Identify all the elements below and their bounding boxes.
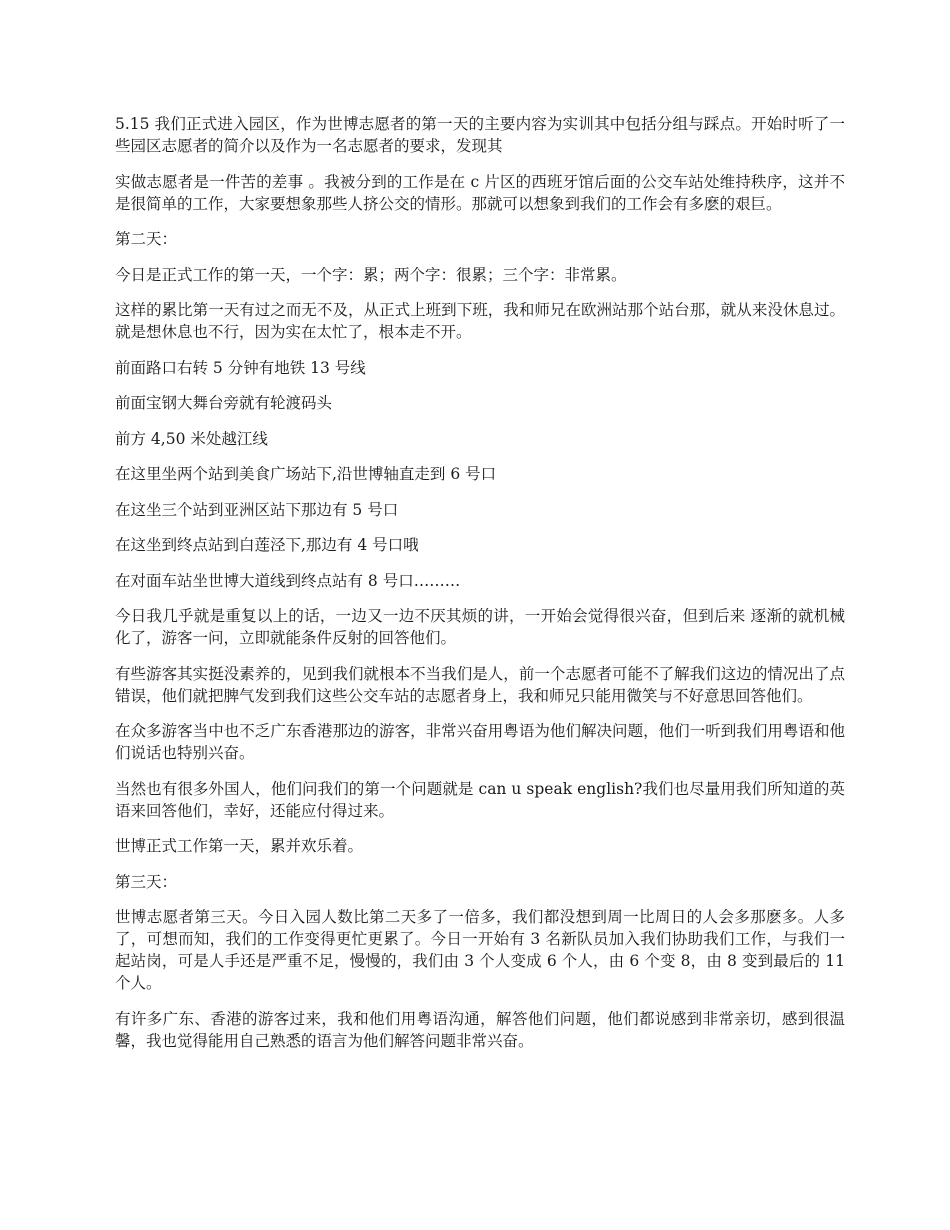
- direction-line: 在这里坐两个站到美食广场站下,沿世博轴直走到 6 号口: [115, 465, 497, 483]
- direction-line: 前面宝钢大舞台旁就有轮渡码头: [115, 394, 333, 412]
- paragraph-day2-busy: 这样的累比第一天有过之而无不及，从正式上班到下班，我和师兄在欧洲站那个站台那，就从来没休息过。就是想休息也不行，因为实在太忙了，根本走不开。: [115, 301, 845, 341]
- document-page: [115, 113, 845, 1065]
- paragraph-day3-cantonese: 有许多广东、香港的游客过来，我和他们用粤语沟通，解答他们问题，他们都说感到非常亲切，感到很温馨，我也觉得能用自己熟悉的语言为他们解答问题非常兴奋。: [115, 1009, 845, 1050]
- heading-day3: 第三天：: [115, 872, 178, 891]
- paragraph-day2-tired: 今日是正式工作的第一天，一个字：累；两个字：很累；三个字：非常累。: [115, 265, 627, 284]
- paragraph-day1-intro: 5.15 我们正式进入园区，作为世博志愿者的第一天的主要内容为实训其中包括分组与踩点。开始时听了一些园区志愿者的简介以及作为一名志愿者的要求，发现其: [115, 115, 845, 155]
- direction-line: 在这坐到终点站到白莲泾下,那边有 4 号口哦: [115, 536, 419, 554]
- paragraph-day2-cantonese: 在众多游客当中也不乏广东香港那边的游客，非常兴奋用粤语为他们解决问题，他们一听到我们用粤语和他们说话也特别兴奋。: [115, 722, 845, 762]
- direction-line: 在这坐三个站到亚洲区站下那边有 5 号口: [115, 500, 399, 519]
- paragraph-day2-foreigners: 当然也有很多外国人，他们问我们的第一个问题就是 can u speak english?我们也尽量用我们所知道的英语来回答他们，幸好，还能应付得过来。: [115, 779, 845, 820]
- direction-line: 前方 4,50 米处越江线: [115, 429, 268, 448]
- paragraph-day1-duty: 实做志愿者是一件苦的差事 。我被分到的工作是在 c 片区的西班牙馆后面的公交车站处维持秩序，这并不是很简单的工作，大家要想象那些人挤公交的情形。那就可以想象到我们的工作会有多麽的艰巨。: [115, 172, 845, 213]
- paragraph-day2-rude-visitors: 有些游客其实挺没素养的，见到我们就根本不当我们是人，前一个志愿者可能不了解我们这边的情况出了点错误，他们就把脾气发到我们这些公交车站的志愿者身上，我和师兄只能用微笑与不好意思回答他们。: [115, 664, 845, 705]
- direction-line: 在对面车站坐世博大道线到终点站有 8 号口………: [115, 571, 461, 590]
- paragraph-day3-crowd: 世博志愿者第三天。今日入园人数比第二天多了一倍多，我们都没想到周一比周日的人会多那麽多。人多了，可想而知，我们的工作变得更忙更累了。今日一开始有 3 名新队员加入我们协助我们工作，与我们一起站岗，可是人手还是严重不足，慢慢的，我们由 3 个人变成 6 个人，由 6 个变 8，由 8 变到最后的 11 个人。: [115, 908, 845, 992]
- paragraph-day2-summary: 世博正式工作第一天，累并欢乐着。: [115, 837, 364, 855]
- direction-line: 前面路口右转 5 分钟有地铁 13 号线: [115, 358, 366, 377]
- heading-day2: 第二天：: [115, 230, 178, 248]
- paragraph-day2-repeat: 今日我几乎就是重复以上的话，一边又一边不厌其烦的讲，一开始会觉得很兴奋，但到后来 逐渐的就机械化了，游客一问，立即就能条件反射的回答他们。: [115, 607, 845, 647]
